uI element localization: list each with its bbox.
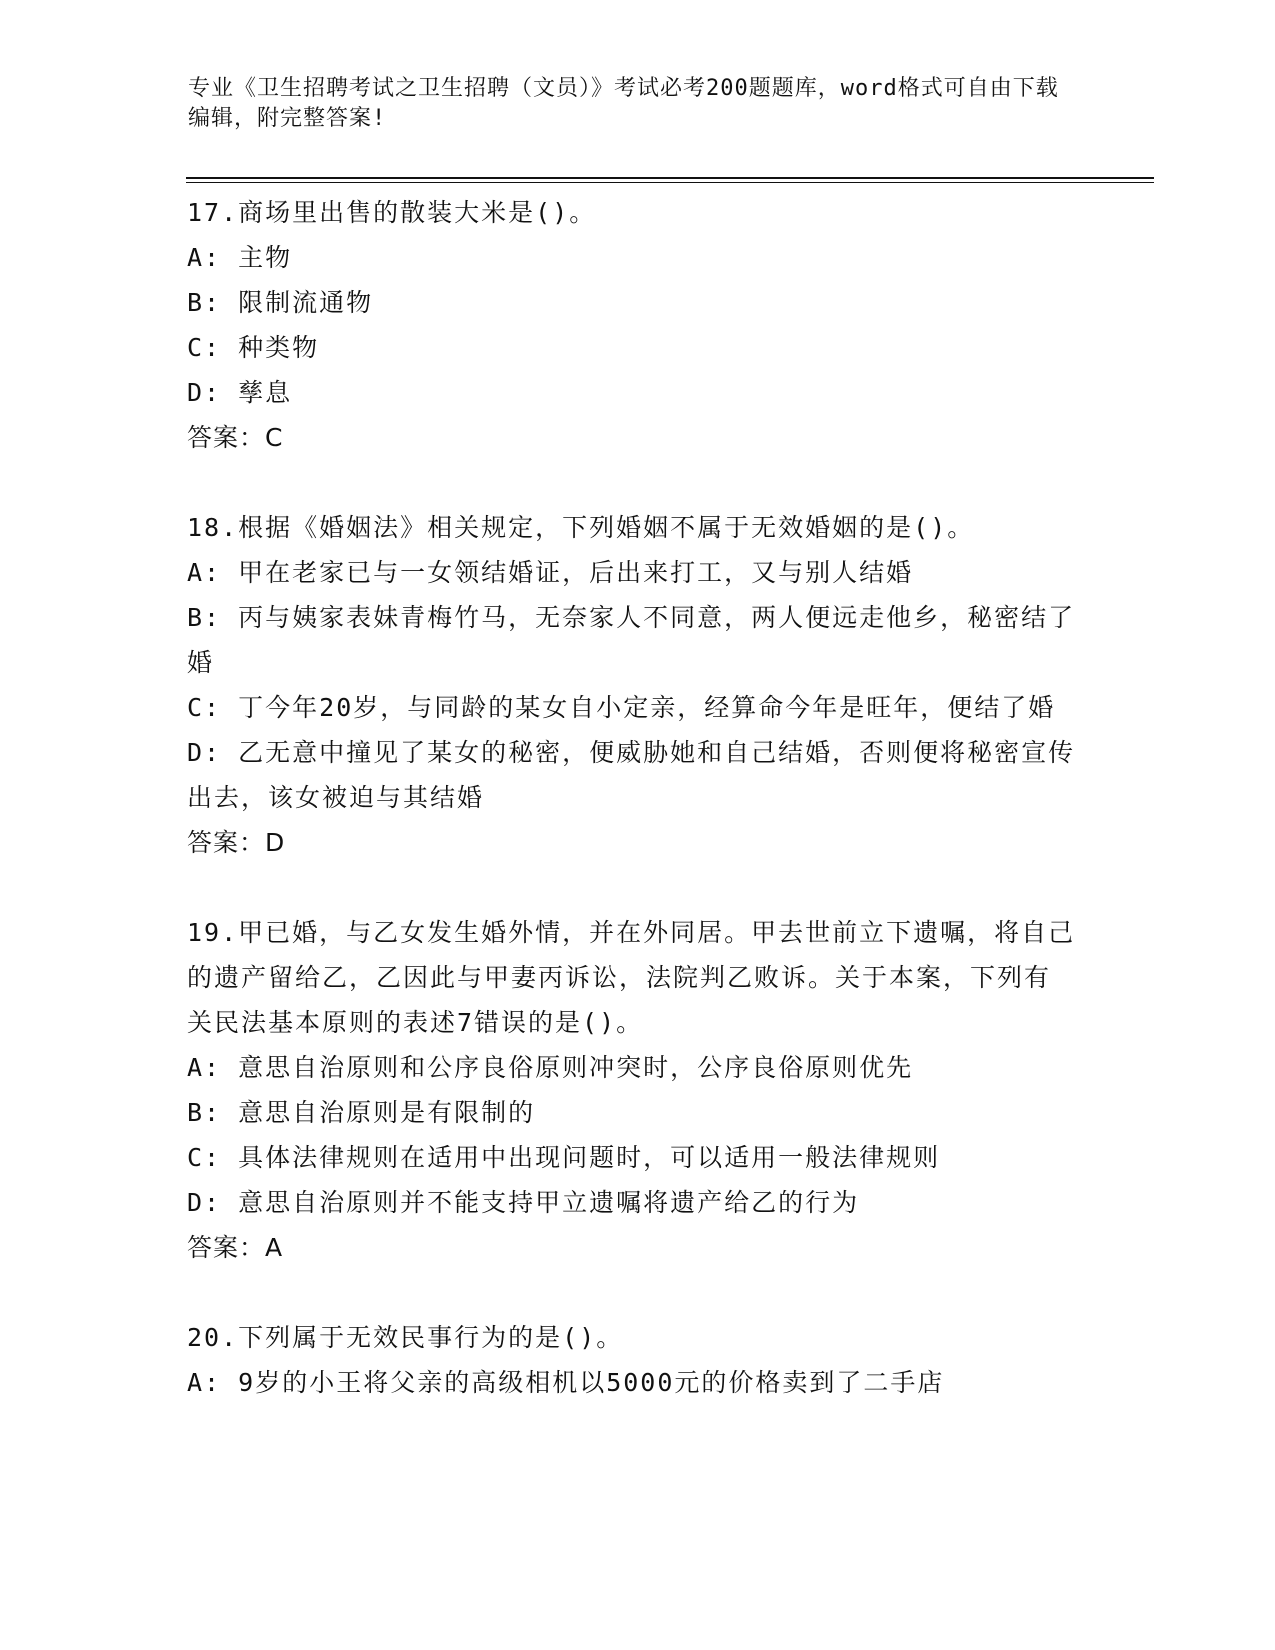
- option-c: C: 具体法律规则在适用中出现问题时，可以适用一般法律规则: [187, 1143, 941, 1172]
- question-20: [187, 1315, 1077, 1405]
- header-divider-thick: [186, 177, 1154, 179]
- option-d: D: 孳息: [187, 378, 293, 407]
- question-17: [187, 190, 1077, 460]
- option-b: B: 意思自治原则是有限制的: [187, 1098, 536, 1127]
- option-a: A: 甲在老家已与一女领结婚证，后出来打工，又与别人结婚: [187, 558, 914, 587]
- option-d: D: 意思自治原则并不能支持甲立遗嘱将遗产给乙的行为: [187, 1188, 860, 1217]
- question-19: [187, 910, 1077, 1270]
- option-c: C: 丁今年20岁，与同龄的某女自小定亲，经算命今年是旺年，便结了婚: [187, 693, 1056, 722]
- option-d: D: 乙无意中撞见了某女的秘密，便威胁她和自己结婚，否则便将秘密宣传出去，该女被迫与其结婚: [187, 738, 1076, 812]
- document-header: 专业《卫生招聘考试之卫生招聘（文员）》考试必考200题题库，word格式可自由下载编辑，附完整答案!: [188, 76, 1059, 131]
- question-stem: 17.商场里出售的散装大米是()。: [187, 198, 597, 227]
- question-18: [187, 505, 1077, 865]
- option-b: B: 限制流通物: [187, 288, 374, 317]
- question-stem: 19.甲已婚，与乙女发生婚外情，并在外同居。甲去世前立下遗嘱，将自己的遗产留给乙，乙因此与甲妻丙诉讼，法院判乙败诉。关于本案，下列有关民法基本原则的表述7错误的是()。: [187, 918, 1076, 1037]
- question-stem: 18.根据《婚姻法》相关规定，下列婚姻不属于无效婚姻的是()。: [187, 513, 975, 542]
- option-c: C: 种类物: [187, 333, 320, 362]
- option-a: A: 9岁的小王将父亲的高级相机以5000元的价格卖到了二手店: [187, 1368, 945, 1397]
- header-divider-thin: [186, 182, 1154, 183]
- answer-line: 答案：C: [187, 423, 284, 452]
- question-stem: 20.下列属于无效民事行为的是()。: [187, 1323, 624, 1352]
- option-a: A: 主物: [187, 243, 293, 272]
- answer-line: 答案：D: [187, 828, 286, 857]
- option-a: A: 意思自治原则和公序良俗原则冲突时，公序良俗原则优先: [187, 1053, 914, 1082]
- answer-line: 答案：A: [187, 1233, 284, 1262]
- question-list: [187, 190, 1077, 1450]
- option-b: B: 丙与姨家表妹青梅竹马，无奈家人不同意，两人便远走他乡，秘密结了婚: [187, 603, 1076, 677]
